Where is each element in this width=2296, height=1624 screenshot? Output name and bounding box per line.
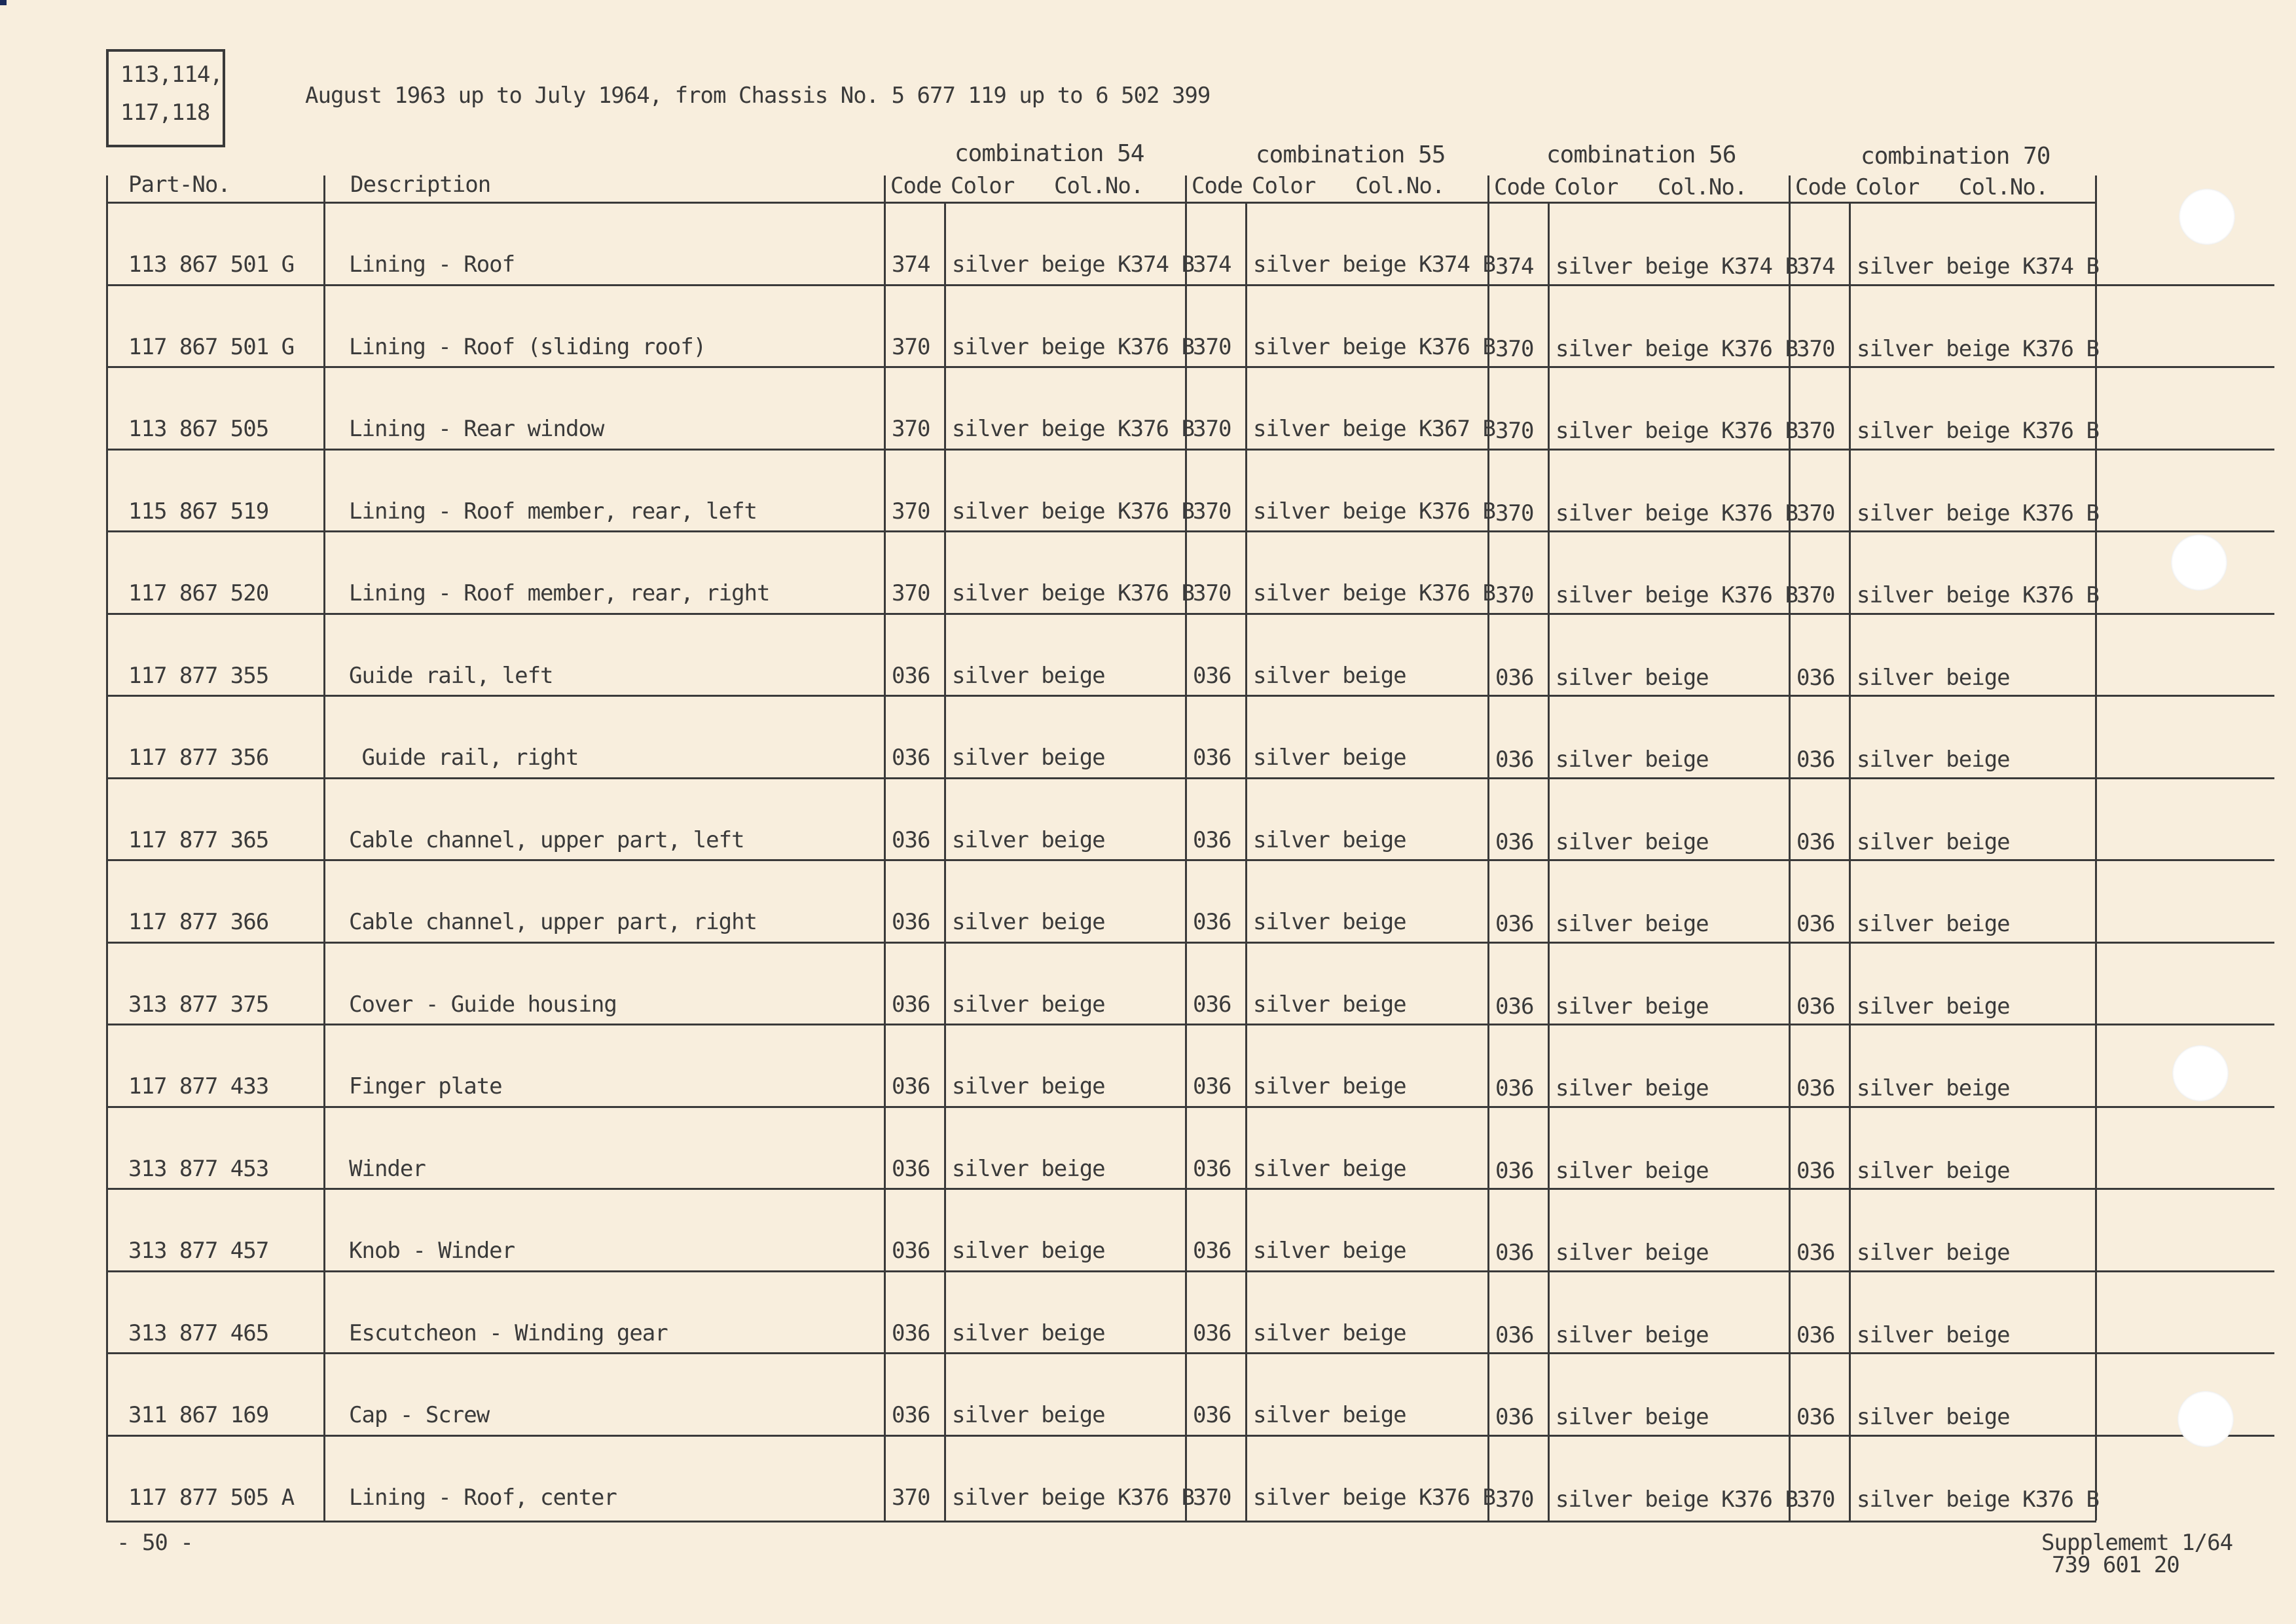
color-name: silver beige K376 B xyxy=(952,498,1194,525)
row-divider xyxy=(106,449,2274,451)
column-divider xyxy=(1245,202,1247,1521)
color-code: 036 xyxy=(1495,993,1534,1020)
color-code: 036 xyxy=(1495,747,1534,773)
column-divider xyxy=(1487,175,1489,1521)
color-code: 374 xyxy=(1495,253,1534,280)
row-divider xyxy=(106,530,2274,532)
part-description: Guide rail, right xyxy=(349,745,579,771)
color-code: 036 xyxy=(1495,1158,1534,1184)
color-code: 036 xyxy=(1193,1320,1231,1346)
row-divider xyxy=(106,613,2274,615)
color-code: 370 xyxy=(1796,582,1835,608)
color-name: silver beige xyxy=(1253,1320,1406,1346)
color-code: 036 xyxy=(1796,1404,1835,1430)
column-divider xyxy=(944,202,946,1521)
header-code: Code xyxy=(890,173,941,199)
binder-hole xyxy=(2171,534,2227,591)
color-name: silver beige K374 B xyxy=(1556,253,1798,280)
part-description: Guide rail, left xyxy=(349,663,553,689)
color-code: 036 xyxy=(892,1320,930,1346)
part-number: 117 877 433 xyxy=(128,1073,269,1099)
header-combination-55: combination 55 xyxy=(1256,141,1446,168)
color-name: silver beige K376 B xyxy=(952,1485,1194,1511)
color-code: 036 xyxy=(892,909,930,935)
column-divider xyxy=(323,175,325,1521)
color-name: silver beige K376 B xyxy=(1857,418,2099,444)
color-name: silver beige xyxy=(952,1320,1105,1346)
color-code: 036 xyxy=(1796,747,1835,773)
color-name: silver beige xyxy=(1556,993,1709,1020)
part-description: Cover - Guide housing xyxy=(349,991,617,1018)
color-code: 036 xyxy=(1796,911,1835,937)
color-name: silver beige xyxy=(1556,665,1709,691)
color-code: 370 xyxy=(1495,582,1534,608)
part-description: Finger plate xyxy=(349,1073,502,1099)
header-combination-54: combination 54 xyxy=(955,140,1144,167)
color-code: 036 xyxy=(892,1238,930,1264)
color-name: silver beige xyxy=(1857,1158,2010,1184)
color-name: silver beige xyxy=(952,1238,1105,1264)
document-number: 739 601 20 xyxy=(2052,1552,2179,1578)
color-name: silver beige xyxy=(1857,747,2010,773)
color-name: silver beige xyxy=(1253,1156,1406,1182)
part-number: 117 877 366 xyxy=(128,909,269,935)
color-name: silver beige xyxy=(1556,1322,1709,1348)
color-code: 036 xyxy=(1193,1238,1231,1264)
color-code: 036 xyxy=(892,991,930,1018)
color-code: 036 xyxy=(892,745,930,771)
color-name: silver beige K376 B xyxy=(1556,1486,1798,1513)
part-number: 117 867 520 xyxy=(128,580,269,606)
color-code: 370 xyxy=(892,1485,930,1511)
color-code: 036 xyxy=(1193,827,1231,853)
color-code: 036 xyxy=(1495,665,1534,691)
color-code: 370 xyxy=(1193,498,1231,525)
color-code: 370 xyxy=(1796,336,1835,362)
color-code: 370 xyxy=(1193,416,1231,442)
binder-hole xyxy=(2172,1045,2229,1101)
color-code: 036 xyxy=(1495,1075,1534,1101)
color-name: silver beige xyxy=(1857,1240,2010,1266)
color-code: 370 xyxy=(1495,500,1534,526)
row-divider xyxy=(106,1435,2274,1437)
table-border-left xyxy=(106,175,108,1521)
table-header-rule xyxy=(106,202,2096,204)
color-code: 374 xyxy=(1796,253,1835,280)
color-name: silver beige xyxy=(1253,745,1406,771)
part-number: 313 877 453 xyxy=(128,1156,269,1182)
color-name: silver beige xyxy=(1253,663,1406,689)
row-divider xyxy=(106,859,2274,861)
color-code: 036 xyxy=(1796,1158,1835,1184)
color-name: silver beige K374 B xyxy=(1857,253,2099,280)
header-col-no: Col.No. xyxy=(1959,174,2049,200)
color-name: silver beige xyxy=(1556,1240,1709,1266)
color-code: 036 xyxy=(1796,1322,1835,1348)
row-divider xyxy=(106,1106,2274,1108)
column-divider xyxy=(1548,202,1550,1521)
column-divider xyxy=(2095,175,2097,1521)
part-description: Knob - Winder xyxy=(349,1238,515,1264)
part-description: Lining - Roof (sliding roof) xyxy=(349,334,706,360)
color-code: 036 xyxy=(1193,1156,1231,1182)
color-name: silver beige xyxy=(1253,909,1406,935)
color-name: silver beige xyxy=(1253,1238,1406,1264)
color-code: 036 xyxy=(1495,1322,1534,1348)
header-combination-56: combination 56 xyxy=(1546,141,1736,168)
color-name: silver beige xyxy=(952,1402,1105,1428)
color-name: silver beige K376 B xyxy=(952,416,1194,442)
color-code: 370 xyxy=(892,498,930,525)
color-name: silver beige xyxy=(1556,911,1709,937)
part-number: 313 877 465 xyxy=(128,1320,269,1346)
header-color: Color xyxy=(1855,174,1920,200)
color-name: silver beige xyxy=(1857,665,2010,691)
color-code: 370 xyxy=(1495,1486,1534,1513)
table-border-bottom xyxy=(106,1521,2096,1522)
color-name: silver beige K376 B xyxy=(1556,582,1798,608)
header-color: Color xyxy=(1252,173,1316,199)
color-code: 370 xyxy=(1796,418,1835,444)
color-code: 370 xyxy=(1193,580,1231,606)
part-description: Lining - Roof member, rear, right xyxy=(349,580,770,606)
row-divider xyxy=(106,366,2274,368)
color-name: silver beige xyxy=(1857,911,2010,937)
color-code: 370 xyxy=(1495,336,1534,362)
header-color: Color xyxy=(1554,174,1618,200)
color-name: silver beige K374 B xyxy=(1253,251,1495,278)
part-description: Cable channel, upper part, left xyxy=(349,827,744,853)
color-name: silver beige xyxy=(1556,1404,1709,1430)
part-description: Lining - Roof member, rear, left xyxy=(349,498,757,525)
color-code: 036 xyxy=(1193,1073,1231,1099)
color-name: silver beige xyxy=(952,827,1105,853)
color-name: silver beige xyxy=(1556,747,1709,773)
color-code: 036 xyxy=(1193,745,1231,771)
column-divider xyxy=(1185,175,1187,1521)
row-divider xyxy=(106,777,2274,779)
color-code: 036 xyxy=(1796,665,1835,691)
color-code: 036 xyxy=(1193,991,1231,1018)
color-code: 036 xyxy=(892,663,930,689)
binder-hole xyxy=(2179,189,2235,245)
color-code: 036 xyxy=(892,1402,930,1428)
header-combination-70: combination 70 xyxy=(1861,143,2050,170)
color-code: 036 xyxy=(1495,1240,1534,1266)
color-name: silver beige xyxy=(1556,829,1709,855)
color-code: 036 xyxy=(892,1073,930,1099)
color-name: silver beige xyxy=(1253,991,1406,1018)
part-number: 313 877 457 xyxy=(128,1238,269,1264)
part-number: 115 867 519 xyxy=(128,498,269,525)
color-name: silver beige xyxy=(1556,1075,1709,1101)
part-number: 117 867 501 G xyxy=(128,334,295,360)
color-code: 036 xyxy=(1193,1402,1231,1428)
color-code: 374 xyxy=(1193,251,1231,278)
page-number: - 50 - xyxy=(117,1530,193,1556)
header-col-no: Col.No. xyxy=(1355,173,1445,199)
part-description: Escutcheon - Winding gear xyxy=(349,1320,668,1346)
part-number: 113 867 505 xyxy=(128,416,269,442)
column-divider xyxy=(1789,175,1791,1521)
part-description: Lining - Rear window xyxy=(349,416,604,442)
corner-mark xyxy=(0,0,7,5)
row-divider xyxy=(106,1188,2274,1190)
part-number: 313 877 375 xyxy=(128,991,269,1018)
part-description: Lining - Roof xyxy=(349,251,515,278)
color-code: 036 xyxy=(1495,911,1534,937)
color-name: silver beige xyxy=(1857,1322,2010,1348)
color-name: silver beige K376 B xyxy=(952,334,1194,360)
color-name: silver beige xyxy=(1253,1402,1406,1428)
part-number: 117 877 365 xyxy=(128,827,269,853)
color-name: silver beige xyxy=(1253,827,1406,853)
header-color: Color xyxy=(951,173,1015,199)
color-name: silver beige xyxy=(1556,1158,1709,1184)
row-divider xyxy=(106,695,2274,697)
header-col-no: Col.No. xyxy=(1658,174,1747,200)
binder-hole xyxy=(2178,1391,2234,1447)
color-code: 370 xyxy=(892,416,930,442)
color-name: silver beige K367 B xyxy=(1253,416,1495,442)
header-part-no: Part-No. xyxy=(128,172,230,198)
column-divider xyxy=(1849,202,1851,1521)
color-code: 370 xyxy=(892,580,930,606)
column-divider xyxy=(884,175,886,1521)
header-code: Code xyxy=(1494,174,1545,200)
color-code: 036 xyxy=(1193,909,1231,935)
part-description: Winder xyxy=(349,1156,426,1182)
color-name: silver beige xyxy=(952,663,1105,689)
color-code: 370 xyxy=(1796,500,1835,526)
part-number: 117 877 505 A xyxy=(128,1485,295,1511)
part-number: 117 877 356 xyxy=(128,745,269,771)
color-code: 036 xyxy=(1796,993,1835,1020)
color-name: silver beige K376 B xyxy=(1857,336,2099,362)
color-name: silver beige K376 B xyxy=(1556,418,1798,444)
header-code: Code xyxy=(1795,174,1846,200)
row-divider xyxy=(106,1352,2274,1354)
color-name: silver beige xyxy=(952,1073,1105,1099)
model-numbers-box xyxy=(106,49,225,147)
color-name: silver beige K376 B xyxy=(1253,1485,1495,1511)
color-code: 036 xyxy=(1796,1075,1835,1101)
row-divider xyxy=(106,1270,2274,1272)
color-name: silver beige K376 B xyxy=(1857,582,2099,608)
row-divider xyxy=(106,942,2274,944)
page-title: August 1963 up to July 1964, from Chassis No. 5 677 119 up to 6 502 399 xyxy=(305,83,1211,109)
part-number: 113 867 501 G xyxy=(128,251,295,278)
color-name: silver beige xyxy=(1857,1404,2010,1430)
part-number: 311 867 169 xyxy=(128,1402,269,1428)
color-code: 036 xyxy=(892,827,930,853)
color-name: silver beige xyxy=(952,991,1105,1018)
color-name: silver beige xyxy=(952,745,1105,771)
color-code: 370 xyxy=(1796,1486,1835,1513)
color-code: 036 xyxy=(892,1156,930,1182)
color-name: silver beige K376 B xyxy=(1253,334,1495,360)
color-code: 036 xyxy=(1193,663,1231,689)
color-code: 036 xyxy=(1495,1404,1534,1430)
model-line-1: 113,114, xyxy=(120,62,223,88)
part-description: Cable channel, upper part, right xyxy=(349,909,757,935)
part-number: 117 877 355 xyxy=(128,663,269,689)
model-line-2: 117,118 xyxy=(120,100,210,126)
color-name: silver beige xyxy=(1857,993,2010,1020)
header-col-no: Col.No. xyxy=(1054,173,1144,199)
color-code: 370 xyxy=(1193,334,1231,360)
color-name: silver beige K376 B xyxy=(1857,500,2099,526)
color-name: silver beige K374 B xyxy=(952,251,1194,278)
color-name: silver beige xyxy=(1253,1073,1406,1099)
color-name: silver beige xyxy=(952,909,1105,935)
supplement-label: Supplememt 1/64 xyxy=(2041,1530,2233,1556)
color-code: 370 xyxy=(1193,1485,1231,1511)
header-code: Code xyxy=(1192,173,1243,199)
color-code: 370 xyxy=(892,334,930,360)
row-divider xyxy=(106,1024,2274,1025)
color-name: silver beige xyxy=(1857,1075,2010,1101)
color-name: silver beige xyxy=(1857,829,2010,855)
part-description: Lining - Roof, center xyxy=(349,1485,617,1511)
color-code: 370 xyxy=(1495,418,1534,444)
color-name: silver beige K376 B xyxy=(1857,1486,2099,1513)
color-code: 036 xyxy=(1796,829,1835,855)
color-name: silver beige K376 B xyxy=(1253,580,1495,606)
color-code: 036 xyxy=(1796,1240,1835,1266)
color-name: silver beige xyxy=(952,1156,1105,1182)
color-name: silver beige K376 B xyxy=(1556,336,1798,362)
color-name: silver beige K376 B xyxy=(1556,500,1798,526)
part-description: Cap - Screw xyxy=(349,1402,490,1428)
row-divider xyxy=(106,284,2274,286)
color-name: silver beige K376 B xyxy=(1253,498,1495,525)
color-code: 036 xyxy=(1495,829,1534,855)
color-name: silver beige K376 B xyxy=(952,580,1194,606)
header-description: Description xyxy=(350,172,491,198)
color-code: 374 xyxy=(892,251,930,278)
